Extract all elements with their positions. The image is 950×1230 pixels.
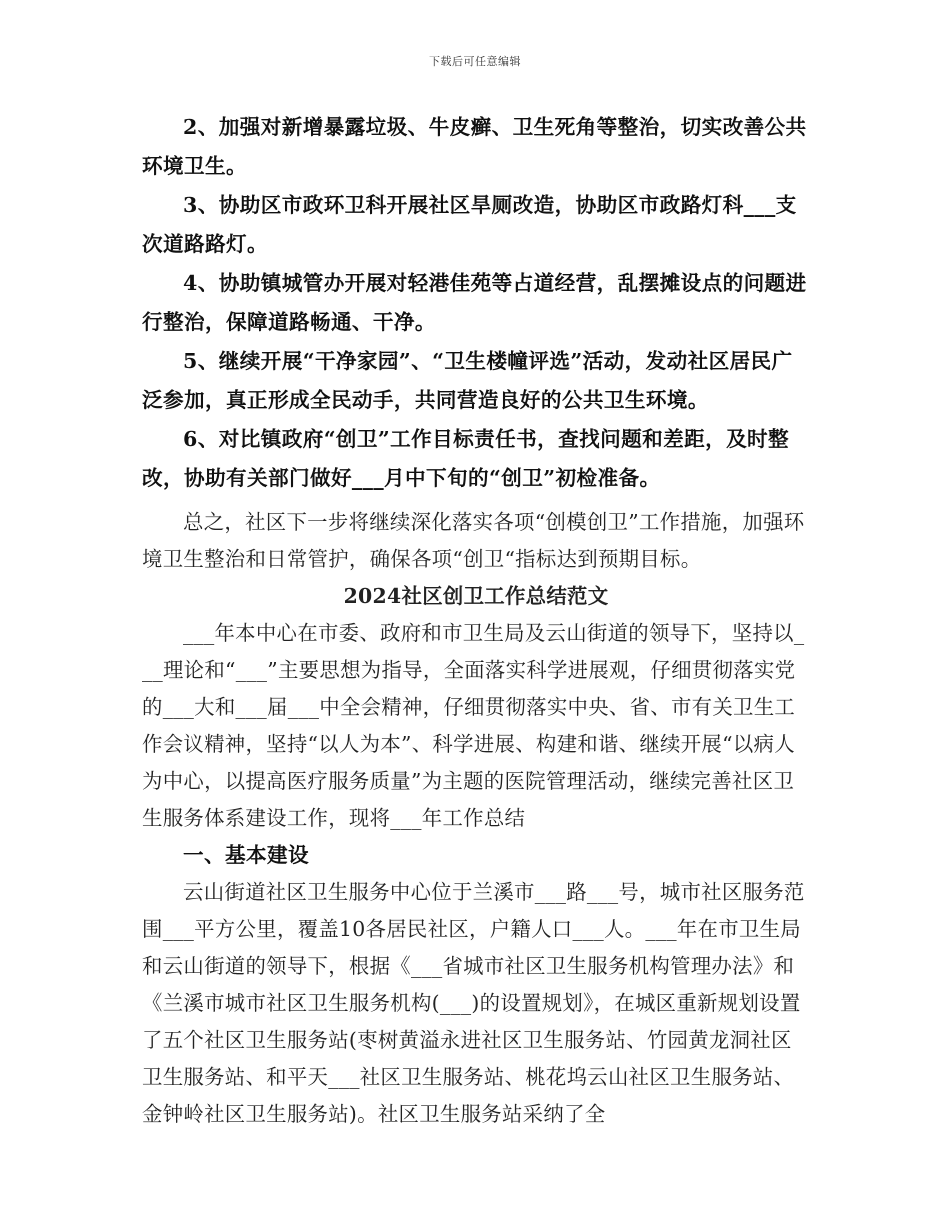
article-title: 2024社区创卫工作总结范文 [343, 584, 609, 608]
summary-paragraph: 总之，社区下一步将继续深化落实各项“创模创卫”工作措施，加强环境卫生整治和日常管护，确保各项“创卫“指标达到预期目标。 [142, 510, 805, 571]
bold-item-2: 2、加强对新增暴露垃圾、牛皮癣、卫生死角等整治，切实改善公共环境卫生。 [142, 115, 807, 178]
intro-block [142, 615, 810, 837]
bold-item-6: 6、对比镇政府“创卫”工作目标责任书，查找问题和差距，及时整改，协助有关部门做好___月中下旬的“创卫”初检准备。 [142, 427, 790, 490]
page-header: 下载后可任意编辑 [429, 55, 521, 68]
section-1-block [142, 874, 810, 1133]
section-1-paragraph: 云山街道社区卫生服务中心位于兰溪市___路___号，城市社区服务范围___平方公里，覆盖10各居民社区，户籍人口___人。___年在市卫生局和云山街道的领导下，根据《___省城市社区卫生服务机构管理办法》和《兰溪市城市社区卫生服务机构(___)的设置规划》，在城区重新规划设置了五个社区卫生服务站(枣树黄溢永进社区卫生服务站、竹园黄龙洞社区卫生服务站、和平天___社区卫生服务站、桃花坞云山社区卫生服务站、金钟岭社区卫生服务站)。社区卫生服务站采纳了全 [142, 880, 805, 1126]
bold-item-3: 3、协助区市政环卫科开展社区旱厕改造，协助区市政路灯科___支次道路路灯。 [142, 193, 797, 256]
document-body [142, 108, 810, 1133]
bold-item-5: 5、继续开展“干净家园”、“卫生楼幢评选”活动，发动社区居民广泛参加，真正形成全民动手，共同营造良好的公共卫生环境。 [142, 349, 793, 412]
bold-item-list [142, 108, 810, 498]
section-heading-basic-construction: 一、基本建设 [183, 843, 309, 867]
intro-paragraph: ___年本中心在市委、政府和市卫生局及云山街道的领导下，坚持以___理论和“___”主要思想为指导，全面落实科学进展观，仔细贯彻落实党的___大和___届___中全会精神，仔细贯彻落实中央、省、市有关卫生工作会议精神，坚持“以人为本”、科学进展、构建和谐、继续开展“以病人为中心，以提高医疗服务质量”为主题的医院管理活动，继续完善社区卫生服务体系建设工作，现将___年工作总结 [142, 621, 805, 830]
bold-item-4: 4、协助镇城管办开展对轻港佳苑等占道经营，乱摆摊设点的问题进行整治，保障道路畅通、干净。 [142, 271, 807, 334]
summary-block [142, 504, 810, 578]
